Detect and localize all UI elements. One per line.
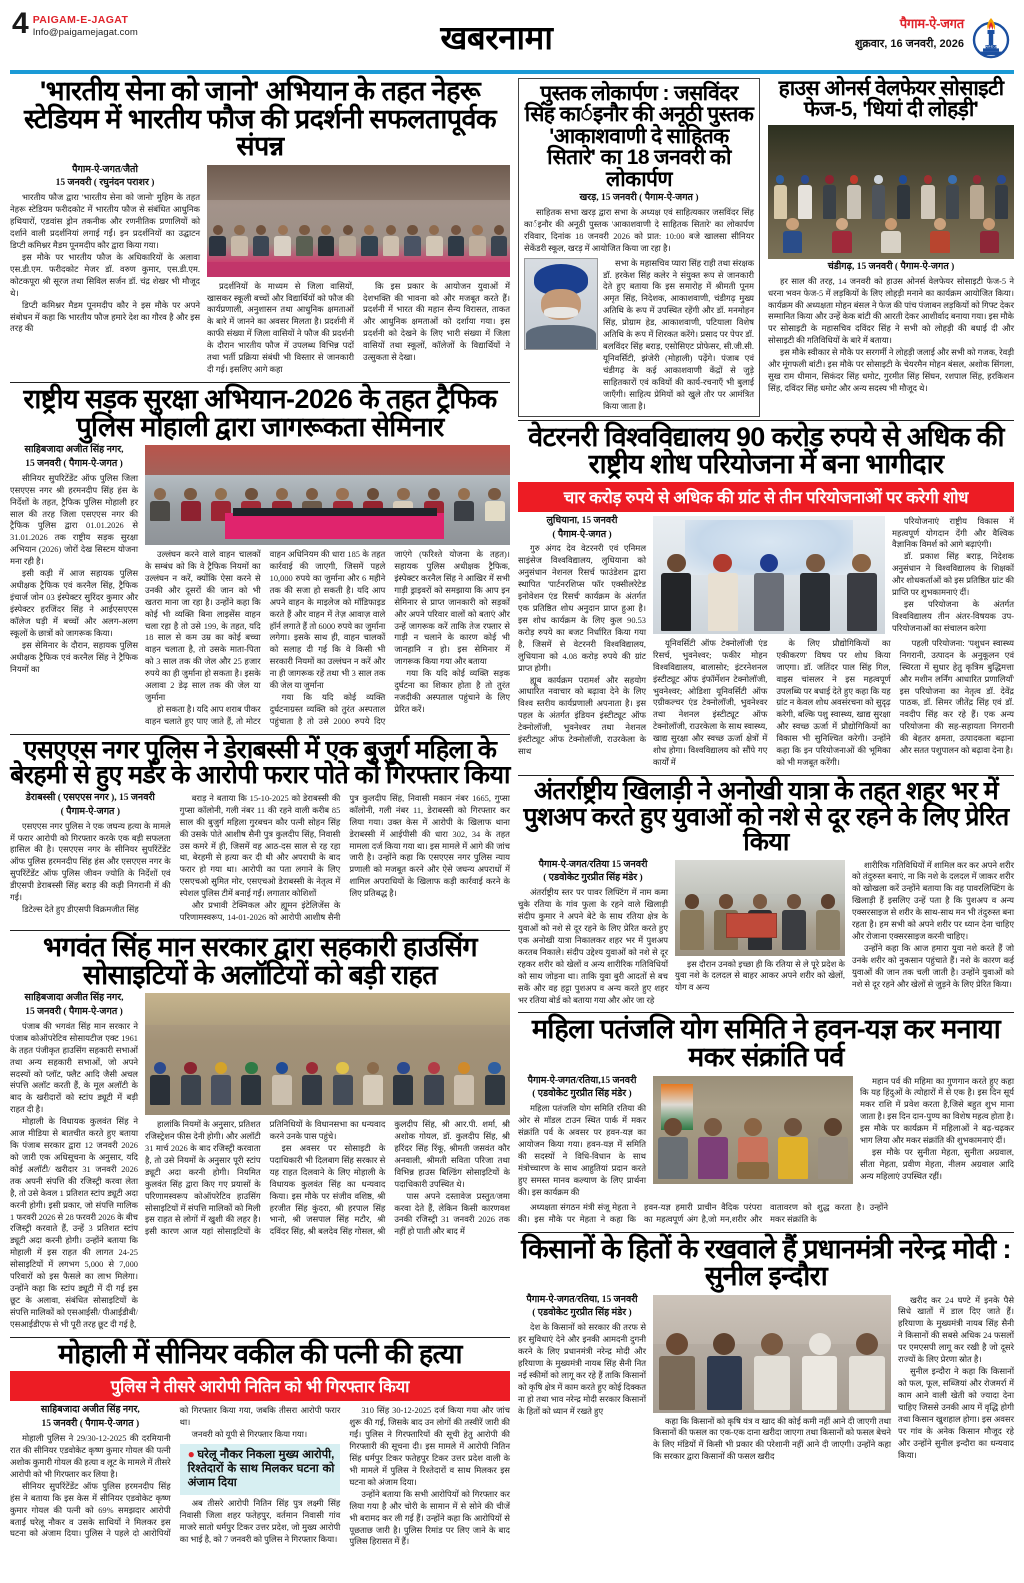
section-divider xyxy=(518,775,1014,776)
article-body-yoga-col3 xyxy=(860,1076,1014,1183)
article-body-vet-col3 xyxy=(892,516,1014,635)
paragraph: सुनील इन्दौरा ने कहा कि किसानों को फल, फूल, सब्जियां और रोजमर्रा में काम आने वाली खेती को ज्यादा देना चाहिए जिससे उनकी आय में वृद्धि होगी तथा किसान खुशहाल होगा। इस अवसर पर गांव के अनेक किसान मौजूद रहे और उन्होंने सुनील इन्दौरा का धन्यवाद किया। xyxy=(898,1367,1014,1460)
headline-army: 'भारतीय सेना को जानो' अभियान के तहत नेहरू स्टेडियम में भारतीय फौज की प्रदर्शनी सफलतापूर्वक संपन्न xyxy=(23,76,497,162)
byline-pushup-2: ( एडवोकेट गुरप्रीत सिंह मंडेर ) xyxy=(543,873,643,884)
paragraph: भारतीय फौज द्वारा 'भारतीय सेना को जानो' मुहिम के तहत नेहरू स्टेडियम फरीदकोट में भारतीय फौज से संबंधित आधुनिक हथियारों, एडवांस ड्रोन तकनीक और रणनीतिक प्रणालियों को दर्शाने वाली प्रदर्शनियां लगाई गईं। इन प्रदर्शनियों का उद्घाटन डिप्टी कमिश्नर मैडम पूनमदीप कौर द्वारा किया गया। xyxy=(10,193,200,251)
byline-lawyer-1: साहिबजादा अजीत सिंह नगर, xyxy=(40,1405,140,1416)
photo-house-owners-group xyxy=(768,125,1014,259)
paragraph: कि इस प्रकार के आयोजन युवाओं में देशभक्ति की भावना को और मजबूत करते हैं। प्रदर्शनी में भारत की महान सैन्य विरासत, ताकत और आधुनिक क्षमताओं को दर्शाया गया। इस प्रदर्शनी को देखने के लिए भारी संख्या में जिला वासियों तथा स्कूलों, कॉलेजों के विद्यार्थियों ने उत्सुकता से देखा। xyxy=(363,281,510,363)
paragraph: महिला पतंजलि योग समिति रतिया की ओर से मॉडल टाउन स्थित पार्क में मकर संक्रांति पर्व के अवसर पर हवन-यज्ञ का आयोजन किया गया। हवन-यज्ञ में समिति की सदस्यों ने विधि-विधान के साथ मंत्रोच्चारण के साथ आहुतियां प्रदान करते हुए समस्त मानव कल्याण के लिए प्रार्थना की। इस कार्यक्रम की xyxy=(518,1104,646,1197)
article-pushup-athlete xyxy=(518,779,1014,1006)
headline-housing: भगवंत सिंह मान सरकार द्वारा सहकारी हाउसिंग सोसाइटियों के अलॉटियों को बड़ी राहत xyxy=(42,932,478,990)
article-body-house xyxy=(768,276,1014,395)
article-farmer-modi xyxy=(518,1233,1014,1464)
article-body-vet-col1 xyxy=(518,543,646,758)
byline-vet-2: ( पैगाम-ऐ-जगत ) xyxy=(552,529,612,540)
byline-murder-1: डेराबस्सी ( एसएएस नगर ), 15 जनवरी xyxy=(25,792,155,803)
article-body-book-intro xyxy=(524,207,754,255)
byline-vet-1: लुधियाना, 15 जनवरी xyxy=(546,515,618,526)
section-divider xyxy=(10,1337,510,1338)
headline-pushup: अंतर्राष्ट्रीय खिलाड़ी ने अनोखी यात्रा के तहत शहर भर में पुशअप करते हुए युवाओं को नशे से दूर रहने के लिए प्रेरित किया xyxy=(523,777,1009,856)
paragraph: परियोजनाएं राष्ट्रीय विकास में महत्वपूर्ण योगदान देंगी और वैश्विक वैज्ञानिक विमर्श को आगे बढ़ाएंगी। xyxy=(892,516,1014,550)
paragraph: प्रदर्शनियों के माध्यम से जिला वासियों, खासकर स्कूली बच्चों और विद्यार्थियों को फौज की कार्यप्रणाली, अनुशासन तथा आधुनिक क्षमताओं के बारे में जानने का अवसर मिलता है। प्रदर्शनी में काफी संख्या में जिला वासियों ने फौज की प्रदर्शनी के दौरान भारतीय फौज में उपलब्ध विभिन्न पदों तथा भर्ती प्रक्रिया संबंधी भी विस्तार से जानकारी दी गई। इसलिए आगे कहा xyxy=(207,281,354,375)
article-body-farmer-col1 xyxy=(518,1322,646,1417)
paragraph: डिप्टी कमिश्नर मैडम पूनमदीप कौर ने इस मौके पर अपने संबोधन में कहा कि भारतीय फौज हमारे देश का गौरव है और इस तरह की xyxy=(10,300,200,334)
brand-name-hi: पैगाम-ऐ-जगत xyxy=(899,16,964,31)
article-body-yoga-col1 xyxy=(518,1103,646,1198)
paragraph: इस परियोजना के अंतर्गत विश्वविद्यालय तीन अंतर-विषयक उप-परियोजनाओं का संचालन करेगा xyxy=(892,600,1014,633)
photo-vet-officials xyxy=(653,516,885,634)
page-number: 4 xyxy=(12,7,28,40)
byline-farmer-1: पैगाम-ऐ-जगत/रतिया, 15 जनवरी xyxy=(526,1294,638,1305)
paragraph: गुरु अंगद देव वेटरनरी एवं एनिमल साइंसेज विश्वविद्यालय, लुधियाना को अनुसंधान नेशनल रिसर्च फाउंडेशन द्वारा स्थापित 'पार्टनरशिप्स फॉर एक्सीलरेटेड इनोवेशन एंड रिसर्च' कार्यक्रम के अंतर्गत एक प्रतिष्ठित शोध अनुदान प्राप्त हुआ है। इस शोध कार्यक्रम के लिए कुल 90.53 करोड़ रुपये का बजट निर्धारित किया गया है, जिसमें से वेटरनरी विश्वविद्यालय, लुधियाना को 4.08 करोड़ रुपये की ग्रांट प्राप्त होगी। xyxy=(518,544,646,673)
article-body-pushup-col3 xyxy=(852,860,1014,991)
content-grid xyxy=(10,78,1014,1554)
masthead-left xyxy=(12,7,138,40)
masthead-center xyxy=(138,10,855,59)
paragraph: सीनियर सुपरिटेंडेंट ऑफ पुलिस जिला एसएएस नगर श्री हरमनदीप सिंह हंस के निर्देशों के तहत, ट्रैफिक पुलिस मोहाली हर साल की तरह जिला एसएएस नगर की ट्रैफिक पुलिस द्वारा 01.01.2026 से 31.01.2026 तक राष्ट्रीय सड़क सुरक्षा अभियान (2026) जोरों देख सिस्टम योजना मना रही है। xyxy=(10,473,138,567)
masthead-right-text xyxy=(855,14,964,51)
headline-book: पुस्तक लोकार्पण : जसविंदर सिंह कार्इनौर की अनूठी पुस्तक 'आकाशवाणी दे साहितक सितारे' का 18 जनवरी को लोकार्पण xyxy=(524,82,754,191)
bullet-icon: ● xyxy=(187,1447,196,1462)
article-body-yoga-lower xyxy=(518,1202,1014,1226)
paragraph: साहितक सभा खरड़ द्वारा सभा के अध्यक्ष एवं साहित्यकार जसविंदर सिंह कार्इनौर की अनूठी पुस्तक 'आकाशवाणी दे साहितक सितारे' का लोकार्पण रविवार, दिनांक 18 जनवरी 2026 को प्रात: 10:00 बजे खालसा सीनियर सेकेंडरी स्कूल, खरड़ में आयोजित किया जा रहा है। xyxy=(524,207,754,253)
photo-farmer-group xyxy=(653,1295,891,1413)
masthead-right xyxy=(855,10,1012,62)
paragraph: मोहाली पुलिस ने 29/30-12-2025 की दरमियानी रात की सीनियर एडवोकेट कृष्ण कुमार गोयल की पत्नी अशोक कुमारी गोयल की हत्या व लूट के मामले में तीसरे आरोपी को भी गिरफ्तार कर लिया है। xyxy=(10,1434,171,1479)
byline-farmer-2: ( एडवोकेट गुरप्रीत सिंह मंडेर ) xyxy=(532,1308,632,1319)
byline-murder-2: ( पैगाम-ऐ-जगत ) xyxy=(60,806,120,817)
article-body-book-rest xyxy=(603,258,754,413)
section-divider xyxy=(518,1232,1014,1233)
page-title: खबरनामा xyxy=(440,19,553,56)
paragraph: और प्रभावी टेक्निकल और ह्यूमन इंटेलिजेंस के परिणामस्वरूप, 14-01-2026 को आरोपी आशीष सैनी पुत्र कुलदीप सिंह, निवासी मकान नंबर 1665, गुप्सा कॉलोनी, गली नंबर 11, डेराबस्सी को गिरफ्तार कर लिया गया। उक्त केस में आरोपी के खिलाफ थाना डेराबस्सी में आईपीसी की धारा 302, 34 के तहत मामला दर्ज किया गया था। इस मामले में आगे की जांच जारी है। उन्होंने कहा कि एसएएस नगर पुलिस न्याय प्रणाली को मजबूत करने और ऐसे जघन्य अपराधों में शामिल अपराधियों के खिलाफ कड़ी कार्रवाई करने के लिए प्रतिबद्ध है। xyxy=(179,793,510,923)
byline-yoga-1: पैगाम-ऐ-जगत/रतिया,15 जनवरी xyxy=(527,1075,637,1086)
paragraph: ह्यूब कार्यक्रम परामर्श और सहयोग आधारित नवाचार को बढ़ावा देने के लिए विश्व स्तरीय कार्यप्रणाली अपनाता है। इस पहल के अंतर्गत इंडियन इंस्टीट्यूट ऑफ टेक्नोलॉजी, भुवनेश्वर तथा नेशनल इंस्टीट्यूट ऑफ टेक्नोलॉजी, राउरकेला के साथ xyxy=(518,675,646,757)
paragraph: मोहाली के विधायक कुलवंत सिंह ने आज मीडिया से बातचीत करते हुए बताया कि पंजाब सरकार द्वारा 12 जनवरी 2026 को जारी एक अधिसूचना के अनुसार, यदि कोई अलॉटी/ खरीदार 31 जनवरी 2026 तक अपनी संपत्ति की रजिस्ट्री करवा लेता है, तो उसे केवल 1 प्रतिशत स्टांप ड्यूटी अदा करनी होगी। इसी प्रकार, जो संपत्ति मालिक 1 फरवरी 2026 से 28 फरवरी 2026 के बीच रजिस्ट्री करवाते हैं, उन्हें 3 प्रतिशत स्टांप ड्यूटी अदा करनी होगी। उन्होंने बताया कि मोहाली में इस राहत की लागत 24-25 सोसाइटियों में लगभग 5,000 से 7,000 परिवारों को इस फैसले का लाभ मिलेगा। उन्होंने कहा कि स्टांप ड्यूटी में दी गई इस छूट के अलावा, संबंधित सोसाइटियों के संपत्ति मालिकों को एसआईसी/ पीआईडीबी/ एसआईडीएफ से भी पूरी तरह छूट दी गई है, xyxy=(10,1117,138,1329)
paragraph: उन्होंने बताया कि सभी आरोपियों को गिरफ्तार कर लिया गया है और चोरी के सामान में से सोने की चीजें भी बरामद कर ली गई हैं। उन्होंने कहा कि आरोपियों से पूछताछ जारी है। पुलिस रिमांड पर लिए जाने के बाद पुलिस हिरासत में हैं। xyxy=(349,1489,510,1547)
paragraph: हो सकता है। यदि आप शराब पीकर वाहन चलाते हुए पाए जाते हैं, तो मोटर वाहन अधिनियम की धारा 185 के तहत कार्रवाई की जाएगी, जिसमें पहले 10,000 रुपये का जुर्माना और 6 महीने तक की सजा हो सकती है। यदि आप अपने वाहन के माइलेज को मॉडिफाइड करते हैं और वाहन में तेज़ आवाज़ वाले हॉर्न लगाते हैं तो 6000 रुपये का जुर्माना लगेगा। इसके साथ ही, वाहन चालकों को सलाह दी गई कि वे किसी भी सरकारी नियमों का उल्लंघन न करें और ना ही जागरूक रहें तथा भी 3 साल तक की जेल या जुर्माना xyxy=(145,550,386,726)
headline-farmer: किसानों के हितों के रखवाले हैं प्रधानमंत्री नरेन्द्र मोदी : सुनील इन्दौरा xyxy=(521,1233,1011,1292)
paragraph: गया कि यदि कोई व्यक्ति दुर्घटनाग्रस्त व्यक्ति को तुरंत अस्पताल पहुंचाता है तो उसे 2000 रुपये दिए जाएंगे (फरिश्ते योजना के तहत)। सहायक पुलिस अधीक्षक ट्रैफिक, इंस्पेक्टर करनैल सिंह ने आखिर में सभी गाड़ी ड्राइवरों को समझाया कि आप इन सेमिनार से प्राप्त जानकारी को सड़कों और अपने परिवार वालों को बताएं और उन्हें जागरूक करें ताकि तेज रफ्तार से गाड़ी न चलाने के कारण कोई भी जानहानि न हो। इस सेमिनार में जागरूक किया गया और बताया xyxy=(269,550,510,726)
byline-traffic-2: 15 जनवरी ( पैगाम-ऐ-जगत ) xyxy=(25,458,123,469)
paragraph: हर साल की तरह, 14 जनवरी को हाउस ओनर्स वेलफेयर सोसाइटी फेज-5 ने धरना भवन फेज-5 में लड़कियों के लिए लोहड़ी मनाने का कार्यक्रम आयोजित किया। कार्यक्रम की अध्यक्षता मोहन बंसल ने फेज की पांच पंजाबन लड़कियों को गिफ्ट देकर सम्मानित किया और उन्हें केक बांटी की आरती देकर आशीर्वाद बनाया गया। इस मौके पर सोसाइटी के महासचिव दविंदर सिंह ने सभी को लोहड़ी की बधाई दी और सोसाइटी की गतिविधियों के बारे में बताया। xyxy=(768,276,1014,346)
article-book-launch xyxy=(518,78,760,417)
paragraph: महान पर्व की महिमा का गुणगान करते हुए कहा कि यह हिंदुओं के त्योहारों में से एक है। इस दिन सूर्य मकर राशि में प्रवेश करता है,जिसे बहुत शुभ माना जाता है। इस दिन दान-पुण्य का विशेष महत्व होता है। इस मौके पर कार्यक्रम में महिलाओं ने बढ़-चढ़कर भाग लिया और मकर संक्रांति की शुभकामनाएं दीं। xyxy=(860,1076,1014,1146)
infobox-text: घरेलू नौकर निकला मुख्य आरोपी, रिश्तेदारों के साथ मिलकर घटना को अंजाम दिया xyxy=(187,1449,335,1490)
masthead-divider xyxy=(10,70,1014,74)
article-body-pushup-col1 xyxy=(518,887,668,1006)
paragraph: उन्होंने कहा कि आज हमारा युवा नशे करते हैं जो उनके शरीर को नुकसान पहुंचाते हैं। नशे के कारण कई युवाओं की जान तक चली जाती है। उन्होंने युवाओं को नशे से दूर रहने और खेलों से जुड़ने के लिए प्रेरित किया। xyxy=(852,943,1014,989)
paragraph: इसी कड़ी में आज सहायक पुलिस अधीक्षक ट्रैफिक एवं करनैल सिंह, ट्रैफिक इंचार्ज जोन 03 इंस्पेक्टर सुरिंदर कुमार और इंस्पेक्टर हरजिंदर सिंह ने आईएसएएस कॉलेज घड़ी में बच्चों और अलग-अलग स्कूलों के छात्रों को जागरूक किया। xyxy=(10,569,138,638)
photo-pushup-event xyxy=(675,860,845,956)
paragraph: खरीद कर 24 घण्टे में इनके पैसे सिधे खातों में डाल दिए जाते हैं। हरियाणा के मुख्यमंत्री नायब सिंह सैनी ने किसानों की सबसे अधिक 24 फसलों पर एमएसपी लागू कर रखी है जो दूसरे राज्यों के लिए प्रेरणा स्रोत है। xyxy=(898,1295,1014,1365)
paragraph: इस मौके पर भारतीय फौज के अधिकारियों के अलावा एस.डी.एम. फरीदकोट मेजर डॉ. वरुण कुमार, एस.डी.एम. कोटकपूरा श्री सूरज तथा सिविल सर्जन डॉ. चंद्र शेखर भी मौजूद थे। xyxy=(10,252,200,298)
byline-house: चंडीगढ़, 15 जनवरी ( पैगाम-ऐ-जगत ) xyxy=(827,261,955,272)
subheadline-vet-band: चार करोड़ रुपये से अधिक की ग्रांट से तीन परियोजनाओं पर करेगी शोध xyxy=(518,482,1014,512)
paragraph: कहा कि किसानों को कृषि यंत्र व खाद की कोई कमी नहीं आने दी जाएगी तथा किसानों की फसल का एक-एक दाना खरीदा जाएगा तथा किसानों को फसल बेचने के लिए मंडियों में किसी भी प्रकार की परेशानी नहीं आने दी जाएगी। उन्होंने कहा कि सरकार द्वारा किसानों की फसल खरीद xyxy=(653,1416,891,1462)
byline-yoga-2: ( एडवोकेट गुरप्रीत सिंह मंडेर ) xyxy=(532,1089,632,1100)
paragraph: इस सेमिनार के दौरान, सहायक पुलिस अधीक्षक ट्रैफिक एवं करनैल सिंह ने ट्रैफिक नियमों का xyxy=(10,640,138,674)
publication-date: शुक्रवार, 16 जनवरी, 2026 xyxy=(854,38,964,50)
byline-traffic-1: साहिबजादा अजीत सिंह नगर, xyxy=(24,445,124,456)
svg-text:PAIGAM-E-JAGAT: PAIGAM-E-JAGAT xyxy=(978,44,1004,49)
article-body-vet-lower xyxy=(653,638,1014,769)
paragraph: डॉ. प्रकाश सिंह बराड़, निदेशक अनुसंधान ने विश्वविद्यालय के शिक्षकों और शोधकर्ताओं को इस प्रतिष्ठित ग्रांट की प्राप्ति पर शुभकामनाएं दीं। xyxy=(892,552,1014,598)
article-body-lawyer xyxy=(10,1405,510,1548)
paragraph: पंजाब की भगवंत सिंह मान सरकार ने पंजाब कोऑपरेटिव सोसायटीज एक्ट 1961 के तहत पंजीकृत हाउसिंग सहकारी सभाओं तथा अन्य सहकारी सभाओं, जो अपने सदस्यों को प्लॉट, फ्लैट आदि जैसी अचल संपत्ति अलॉट करती हैं, के मूल अलॉटी के बाद के खरीदारों को स्टांप ड्यूटी में बड़ी राहत दी है। xyxy=(10,1021,138,1115)
article-body-army-col2 xyxy=(207,281,510,376)
right-column xyxy=(510,78,1014,1554)
article-lawyer-wife-murder xyxy=(10,1338,510,1549)
paragraph: सीनियर सुपरिंटेंडेंट ऑफ पुलिस हरमनदीप सिंह हंस ने बताया कि इस केस में सीनियर एडवोकेट कृष्ण कुमार गोयल की पत्नी को 69% समझदार आरोपी बताई घरेलू नौकर व उसके साथियों ने मिलकर इस घटना को अंजाम दिया। पुलिस ने पहले दो आरोपियों को गिरफ्तार किया गया, जबकि तीसरा आरोपी फरार था। xyxy=(10,1406,341,1539)
paragraph: पास अपने दस्तावेज प्रस्तुत/जमा करवा देते हैं, लेकिन किसी कारणवश उनकी रजिस्ट्री 31 जनवरी 2026 तक नहीं हो पाती और बाद में xyxy=(394,1191,510,1237)
brand-name-en: PAIGAM-E-JAGAT xyxy=(32,14,129,26)
article-murder-arrest xyxy=(10,735,510,924)
paragraph: गया कि यदि कोई व्यक्ति सड़क दुर्घटना का शिकार होता है तो तुरंत नजदीकी अस्पताल पहुंचाने के लिए प्रेरित करें। xyxy=(394,669,510,715)
section-divider xyxy=(10,930,510,931)
article-housing-relief xyxy=(10,934,510,1331)
masthead xyxy=(10,6,1014,68)
paragraph: पहली परियोजना: 'पशुधन स्वास्थ्य निगरानी, उत्पादन के अनुकूलन एवं स्थिरता में सुधार हेतु कृत्रिम बुद्धिमत्ता और मशीन लर्निंग आधारित प्रणालियाँ' इस परियोजना का नेतृत्व डॉ. देवेंद्र पाठक, डॉ. सिमर जीतेंद्र सिंह एवं डॉ. नवदीप सिंह कर रहे हैं। एक अन्य परियोजना की सह-सहायता निगरानी की बेहतर क्षमता, उत्पादकता बढ़ाना और सतत पशुपालन को बढ़ावा देना है। xyxy=(899,638,1014,756)
article-body-farmer-col2 xyxy=(653,1416,891,1464)
subheadline-lawyer-band: पुलिस ने तीसरे आरोपी नितिन को भी गिरफ्तार किया xyxy=(10,1371,510,1401)
masthead-brand-block xyxy=(33,10,138,38)
photo-book-author-portrait xyxy=(524,258,598,350)
paragraph: बराड़ ने बताया कि 15-10-2025 को डेराबस्सी की गुप्सा कॉलोनी, गली नंबर 11 की रहने वाली करीब 85 साल की बुजुर्ग महिला गुरबचन कौर पत्नी सोहन सिंह की उसके पोते आशीष सैनी पुत्र कुलदीप सिंह, निवासी उस कमरे में ही, जिसमें वह आठ-दस साल से रह रहा था, बेरहमी से हत्या कर दी थी और अपराधी के बाद फरार हो गया था। आरोपी का पता लगाने के लिए एसएचओ सुमित मोर, एसएचओ डेराबस्सी के नेतृत्व में स्पेशल पुलिस टीमें बनाई गईं। लगातार कोशिशों xyxy=(179,793,341,899)
byline-lawyer-2: 15 जनवरी ( पैगाम-ऐ-जगत ) xyxy=(41,1419,140,1430)
paragraph: इस मौके पर सुनीता मेहता, सुनीता अग्रवाल, सीता मेहता, प्रवीण मेहता, नीलम अग्रवाल आदि अन्य महिलाएं उपस्थित रहीं। xyxy=(860,1148,1014,1181)
article-house-owners xyxy=(768,78,1014,417)
headline-house: हाउस ओनर्स वेलफेयर सोसाइटी फेज-5, 'धियां दी लोहड़ी' xyxy=(778,77,1004,122)
headline-yoga: महिला पतंजलि योग समिति ने हवन-यज्ञ कर मनाया मकर संक्रांति पर्व xyxy=(531,1014,1001,1072)
byline-army-1: पैगाम-ऐ-जगत/जैतो xyxy=(72,164,138,175)
paragraph: अध्यक्षता संगठन मंत्री संजू मेहता ने की। इस मौके पर मेहता ने कहा कि हवन-यज्ञ हमारी प्राचीन वैदिक परंपरा का महत्वपूर्ण अंग है,जो मन,शरीर और वातावरण को शुद्ध करता है। उन्होंने मकर संक्रांति के xyxy=(518,1202,888,1224)
headline-lawyer: मोहाली में सीनियर वकील की पत्नी की हत्या xyxy=(58,1338,462,1369)
paragraph: इस दौरान उनको इच्छा ही कि रतिया से ले पूरे प्रदेश के युवा नशे के दलदल से बाहर आकर अपने शरीर को खेलों, योग व अन्य xyxy=(675,959,845,993)
paragraph: इस मौके स्वीकार से मौके पर सरगर्मी ने लोहड़ी जलाई और सभी को गजक, रेवड़ी और मूंगफली बांटी। इस मौके पर सोसाइटी के चेयरमैन मोहन बंसल, अशोक सिंगला, सुख राम धीमान, सिकंदर सिंह धमोट, गुरमीत सिंह सिंघन, रशपाल सिंह, हरकिशन सिंह, दविंदर सिंह धमोट और अन्य सदस्य भी मौजूद थे। xyxy=(768,348,1014,393)
article-body-army-col1 xyxy=(10,192,200,335)
section-divider xyxy=(10,734,510,735)
section-divider xyxy=(10,382,510,383)
article-body-farmer-col3 xyxy=(898,1295,1014,1462)
paragraph: अंतर्राष्ट्रीय स्तर पर पावर लिफ्टिंग में नाम कमा चुके रतिया के गांव फुला के रहने वाले खिलाड़ी संदीप कुमार ने अपने बेटे के साथ रतिया क्षेत्र के युवाओं को नशे से दूर रहने के लिए प्रेरित करते हुए एक अनोखी यात्रा निकालकर शहर भर में पुशअप करतब निकाले। संदीप उद्देश्य युवाओं को नशे से दूर रहकर शरीर को खेलों व अन्य शारीरिक गतिविधियों को साथ जोड़ना था। ताकि युवा बुरी आदतों से बच सकें और वह हट्टा पुशअप व अन्य करते हुए शहर भर रतिया बोर्ड को बताया गया और ओर जा रहे xyxy=(518,888,668,1005)
photo-army-group xyxy=(207,165,510,277)
byline-book: खरड़, 15 जनवरी ( पैगाम-ऐ-जगत ) xyxy=(579,193,699,204)
infobox-lawyer-highlight xyxy=(180,1444,341,1495)
byline-housing-2: 15 जनवरी ( पैगाम-ऐ-जगत ) xyxy=(25,1006,123,1017)
brand-email[interactable]: Info@paigamejagat.com xyxy=(32,27,138,38)
article-body-housing-col2 xyxy=(145,1119,510,1238)
paragraph: डिटेल्स देते हुए डीएसपी विक्रमजीत सिंह xyxy=(22,905,139,915)
photo-yoga-havan xyxy=(653,1076,853,1184)
article-army-exhibition xyxy=(10,78,510,376)
photo-housing-group xyxy=(145,993,510,1115)
article-veterinary-grant xyxy=(518,421,1014,769)
paragraph: एसएएस नगर पुलिस ने एक जघन्य हत्या के मामले में फरार आरोपी को गिरफ्तार करके एक बड़ी सफलता हासिल की है। एसएएस नगर के सीनियर सुपरिंटेंडेंट ऑफ पुलिस हरमनदीप सिंह हंस और एसएएस नगर के सुपरिंटेंडेंट ऑफ पुलिस जीवन ज्योति के निर्देशों एवं डीएसपी डेराबस्सी सिंह बराड़ की कड़ी निगरानी में की गई। xyxy=(10,821,171,903)
paragraph: हालांकि नियमों के अनुसार, प्रतिशत रजिस्ट्रेशन फीस देनी होगी। और अलॉटी 31 मार्च 2026 के बाद रजिस्ट्री करवाता है, तो उसे नियमों के अनुसार पूरी स्टांप ड्यूटी अदा करनी होगी। नियमित कुलवंत सिंह द्वारा किए गए प्रयासों के परिणामस्वरूप कोऑपरेटिव हाउसिंग सोसाइटियों में संपत्ति मालिकों को मिली इस राहत से लोगों में खुशी की लहर है। इसी कारण आज यहां सोसाइटियों के प्रतिनिधियों के विधानसभा का धन्यवाद करने उनके पास पहुंचे। xyxy=(145,1120,386,1237)
byline-army-2: 15 जनवरी ( रघुनंदन पराशर ) xyxy=(55,178,155,189)
top-right-row xyxy=(518,78,1014,417)
section-divider xyxy=(518,420,1014,421)
article-body-traffic-col2 xyxy=(145,549,510,728)
headline-traffic: राष्ट्रीय सड़क सुरक्षा अभियान-2026 के तहत ट्रैफिक पुलिस मोहाली द्वारा जागरूकता सेमिनार xyxy=(23,383,497,442)
paragraph: देश के किसानों को सरकार की तरफ से हर सुविधाएं देने और इनकी आमदनी दुगनी करने के लिए प्रधानमंत्री नरेन्द्र मोदी और हरियाणा के मुख्यमंत्री नायब सिंह सैनी नित नई स्कीमों को लागू कर रहे हैं ताकि किसानों को कृषि क्षेत्र में काम करते हुए कोई दिक्कत ना हो तथा भाव नरेन्द्र मोदी सरकार किसानों के हितों को ध्यान में रखते हुए xyxy=(518,1323,646,1416)
headline-vet: वेटरनरी विश्वविद्यालय 90 करोड़ रुपये से अधिक की राष्ट्रीय शोध परियोजना में बना भागीदार xyxy=(528,421,1004,480)
torch-logo-icon xyxy=(970,14,1012,62)
paragraph: इस अवसर पर सोसाइटी के पदाधिकारी भी दिलबाग सिंह सरकार से यह राहत दिलवाने के लिए मोहाली के विधायक कुलवंत सिंह का धन्यवाद किया। इस मौके पर संजीव वशिष्ठ, श्री हरजीत सिंह कुंदरा, श्री हरपाल सिंह भानो, श्री जसपाल सिंह मटौर, श्री दविंदर सिंह, श्री बलदेव सिंह गोसल, श्री कुलदीप सिंह, श्री आर.पी. शर्मा, श्री अशोक गोयल, डॉ. कुलदीप सिंह, श्री हरिंदर सिंह रिंकू, श्रीमती जसवंत कौर अनवाली, श्रीमती सविता परिजा तथा विभिन्न हाउस बिल्डिंग सोसाइटियों के पदाधिकारी उपस्थित थे। xyxy=(269,1120,510,1237)
byline-pushup-1: पैगाम-ऐ-जगत/रतिया 15 जनवरी xyxy=(538,859,648,870)
left-column xyxy=(10,78,510,1554)
article-yoga-samiti xyxy=(518,1016,1014,1225)
paragraph: 310 सिंह 30-12-2025 दर्ज किया गया और जांच शुरू की गई, जिसके बाद उन लोगों की तस्वीरें जारी की गईं। पुलिस ने गिरफ्तारियों की सूची हेतु आरोपी की गिरफ्तारी की सूचना दी। इस मामले में आरोपी नितिन सिंह धर्मपुर टिकर फतेहपुर टिकर उत्तर प्रदेश वाली के भी मामले में पुलिस ने रिश्तेदारों व साथ मिलकर इस घटना को अंजाम दिया। xyxy=(349,1406,510,1487)
paragraph: अब तीसरे आरोपी नितिन सिंह पुत्र लक्ष्मी सिंह निवासी जिला शहर फतेहपुर, वर्तमान निवासी गांव माजरे सातो धर्मपुर टिकर उत्तर प्रदेश, जो मुख्य आरोपी का भाई है, को 7 जनवरी को पुलिस ने गिरफ्तार किया। xyxy=(179,1499,341,1544)
paragraph: शारीरिक गतिविधियों में शामिल कर कर अपने शरीर को तंदुरुस्त बनाएं, ना कि नशे के दलदल में जाकर शरीर को खोखला करें उन्होंने बताया कि वह पावरलिफ्टिंग के खिलाड़ी हैं इसलिए उन्हें पता है कि पुशअप व अन्य एक्सरसाइज से शरीर के साथ-साथ मन भी तंदुरुस्त बना रहता है। हम सभी को अपने शरीर पर ध्यान देना चाहिए और रोजाना एक्सरसाइज करनी चाहिए। xyxy=(852,860,1014,942)
byline-housing-1: साहिबजादा अजीत सिंह नगर, xyxy=(24,993,124,1004)
article-body-housing-col1 xyxy=(10,1021,138,1331)
paragraph: के लिए प्रौद्योगिकियों का एकीकरण' विषय पर शोध किया जाएगा। डॉ. जतिंदर पाल सिंह गिल, वाइस चांसलर ने इस महत्वपूर्ण उपलब्धि पर बधाई देते हुए कहा कि यह ग्रांट न केवल शोध अवसंरचना को सुदृढ़ करेगी, बल्कि पशु स्वास्थ्य, खाद्य सुरक्षा और स्वच्छ ऊर्जा में प्रौद्योगिकियों का विकास भी सुनिश्चित करेगी। उन्होंने कहा कि इन परियोजनाओं की भूमिका को भी मजबूत करेंगी। xyxy=(776,638,891,768)
paragraph: जनवरी को यूपी से गिरफ्तार किया गया। xyxy=(191,1430,308,1440)
headline-murder: एसएएस नगर पुलिस ने डेराबस्सी में एक बुजुर्ग महिला के बेरहमी से हुए मर्डर के आरोपी फरार पोते को गिरफ्तार किया xyxy=(10,735,510,790)
article-body-pushup-col2 xyxy=(675,959,845,995)
article-body-murder xyxy=(10,793,510,924)
article-body-traffic-col1 xyxy=(10,473,138,676)
photo-traffic-seminar xyxy=(145,445,510,545)
paragraph: उल्लंघन करने वाले वाहन चालकों के सम्बंध को कि वे ट्रैफिक नियमों का उल्लंघन न करें, क्योंकि ऐसा करने से उनकी और दूसरों की जान को भी खतरा माना जा रहा है। उन्होंने कहा कि कोई भी व्यक्ति बिना लाइसेंस वाहन चला रहा है तो उसे 199, के तहत, यदि 18 साल से कम उम्र का कोई बच्चा वाहन चलाता है, तो उसके माता-पिता को 3 साल तक की जेल और 25 हजार रुपये का ही जुर्माना हो सकता है। इसके अलावा 2 डेढ़ साल तक की जेल या जुर्माना xyxy=(145,550,261,703)
paragraph: सभा के महासचिव प्यारा सिंह राही तथा संरक्षक डॉ. हरकेश सिंह कलेर ने संयुक्त रूप से जानकारी देते हुए बताया कि इस समारोह में श्रीमती पूनम अमृत सिंह, निदेशक, आकाशवाणी, चंडीगढ़ मुख्य अतिथि के रूप में उपस्थित रहेंगी और डॉ. मनमोहन सिंह, प्रोग्राम हेड, आकाशवाणी, पटियाला विशेष अतिथि के रूप में शिरकत करेंगे। प्रसाद पर पेपर डॉ. बलविंदर सिंह बराड़, एसोसिएट प्रोफेसर, सी.जी.सी. यूनिवर्सिटी, झंजेरी (मोहाली) पढ़ेंगे। पंजाब एवं चंडीगढ़ के कई आकाशवाणी केंद्रों से जुड़े साहितकारों एवं कवियों की कार्य-रचनाएँ भी बुलाई जाएँगी। साहित्य प्रेमियों को खुले तौर पर आमंत्रित किया जाता है। xyxy=(603,258,754,411)
article-traffic-seminar xyxy=(10,383,510,728)
paragraph: यूनिवर्सिटी ऑफ टेक्नोलॉजी एंड रिसर्च, भुवनेश्वर; फकीर मोहन विश्वविद्यालय, बालासोर; इंटरनेशनल इंस्टीट्यूट ऑफ इंफॉर्मेशन टेक्नोलॉजी, भुवनेश्वर; ओडिशा यूनिवर्सिटी ऑफ एग्रीकल्चर एंड टेक्नोलॉजी, भुवनेश्वर तथा नेशनल इंस्टीट्यूट ऑफ टेक्नोलॉजी, राउरकेला के साथ स्वास्थ्य, खाद्य सुरक्षा और स्वच्छ ऊर्जा क्षेत्रों में शोध होगा। विश्वविद्यालय को सौंपे गए कार्यों में xyxy=(653,638,768,768)
